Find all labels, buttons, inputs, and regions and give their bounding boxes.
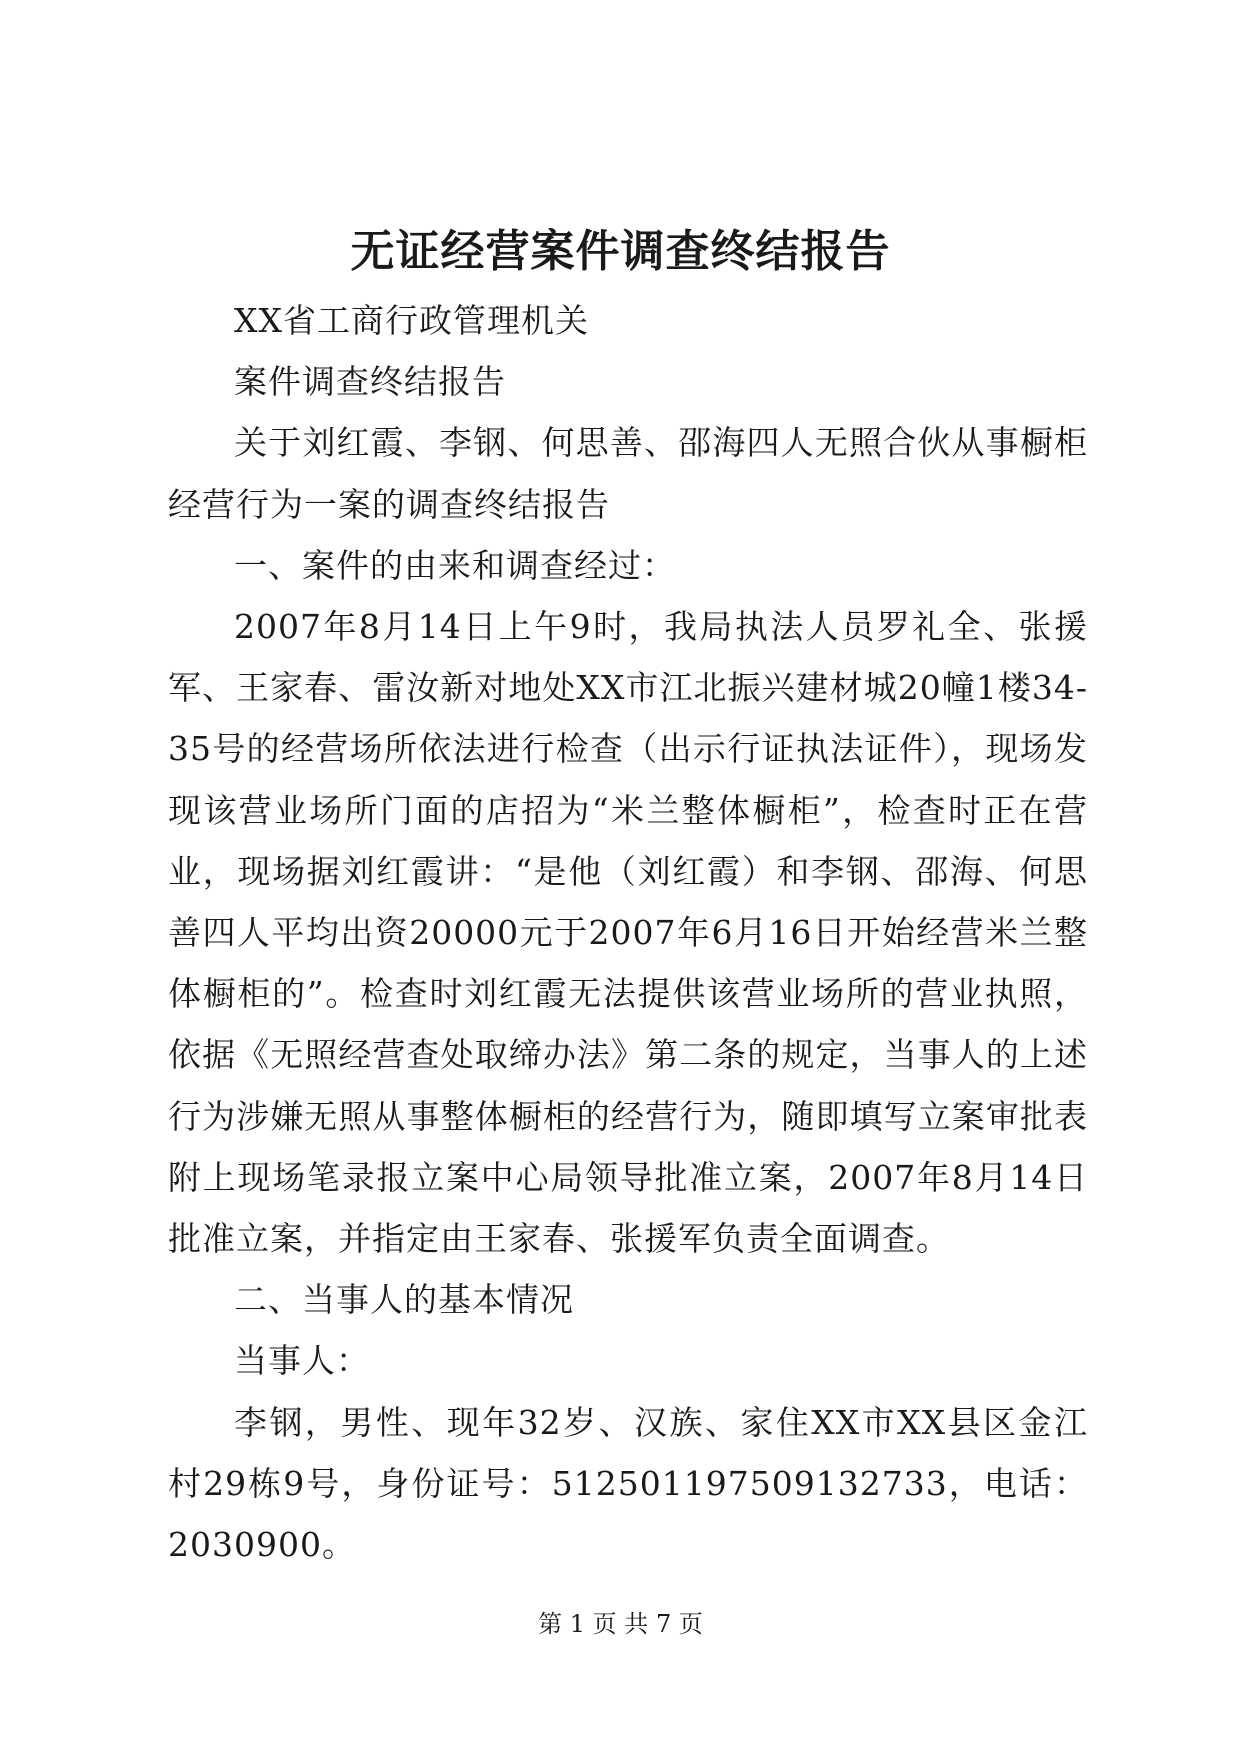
paragraph-investigation: 2007年8月14日上午9时，我局执法人员罗礼全、张援军、王家春、雷汝新对地处XX市江北振兴建材城20幢1楼34-35号的经营场所依法进行检查（出示行证执法证件），现场发现该营业场所门面的店招为“米兰整体橱柜”，检查时正在营业，现场据刘红霞讲：“是他（刘红霞）和李钢、邵海、何思善四人平均出资20000元于2007年6月16日开始经营米兰整体橱柜的”。检查时刘红霞无法提供该营业场所的营业执照，依据《无照经营查处取缔办法》第二条的规定，当事人的上述行为涉嫌无照从事整体橱柜的经营行为，随即填写立案审批表附上现场笔录报立案中心局领导批准立案，2007年8月14日批准立案，并指定由王家春、张援军负责全面调查。 bbox=[168, 607, 1088, 1259]
paragraph-party-label: 当事人： bbox=[234, 1341, 370, 1381]
document-body bbox=[168, 290, 1088, 1575]
section-heading-party-info: 二、当事人的基本情况 bbox=[234, 1280, 574, 1320]
paragraph-report-type: 案件调查终结报告 bbox=[234, 362, 506, 402]
paragraph-agency: XX省工商行政管理机关 bbox=[234, 301, 589, 340]
page-number-footer: 第 1 页 共 7 页 bbox=[538, 1610, 703, 1638]
paragraph-report-subject: 关于刘红霞、李钢、何思善、邵海四人无照合伙从事橱柜经营行为一案的调查终结报告 bbox=[168, 423, 1088, 524]
document-title: 无证经营案件调查终结报告 bbox=[350, 226, 891, 277]
section-heading-origin: 一、案件的由来和调查经过： bbox=[234, 545, 676, 585]
paragraph-party-details: 李钢，男性、现年32岁、汉族、家住XX市XX县区金江村29栋9号，身份证号：512501197509132733，电话：2030900。 bbox=[168, 1402, 1088, 1565]
